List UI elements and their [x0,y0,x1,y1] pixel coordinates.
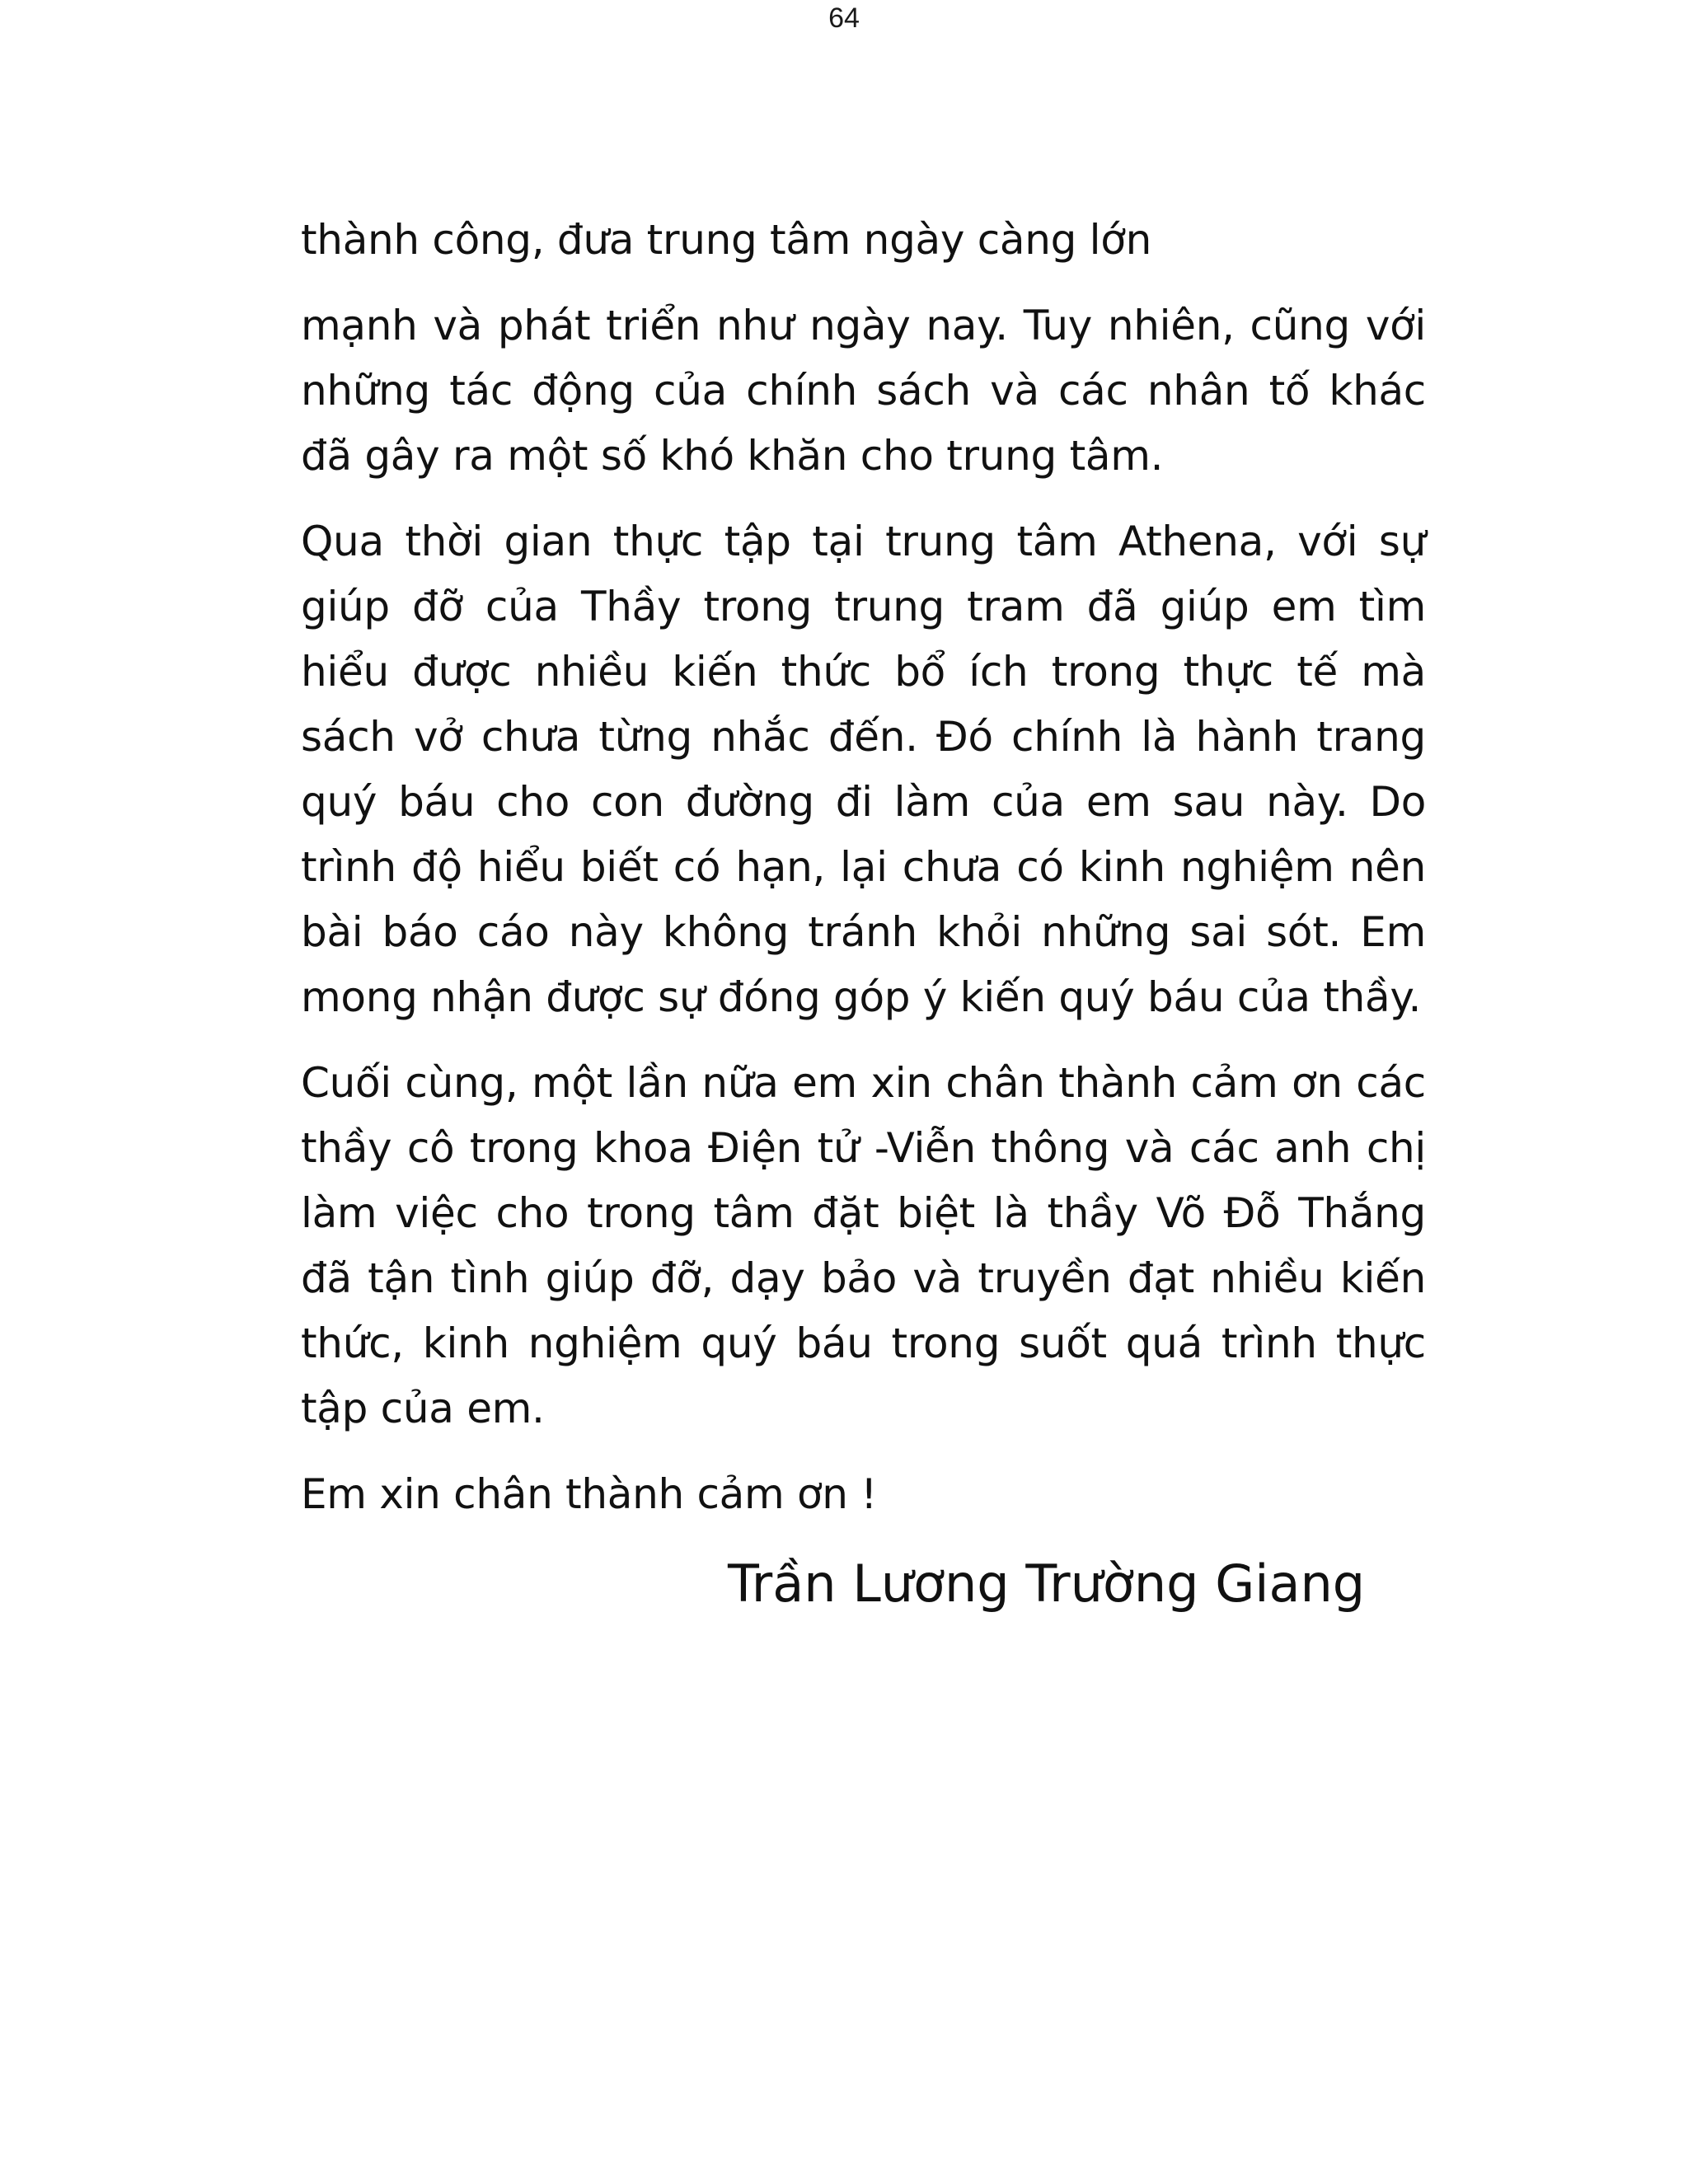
paragraph-challenges: mạnh và phát triển như ngày nay. Tuy nhiên, cũng với những tác động của chính sách và các nhân tố khác đã gây ra một số khó khăn cho trung tâm. [301,302,1426,480]
paragraph-internship: Qua thời gian thực tập tại trung tâm Athena, với sự giúp đỡ của Thầy trong trung tram đã giúp em tìm hiểu được nhiều kiến thức bổ ích trong thực tế mà sách vở chưa từng nhắc đến. Đó chính là hành trang quý báu cho con đường đi làm của em sau này. Do trình độ hiểu biết có hạn, lại chưa có kinh nghiệm nên bài báo cáo này không tránh khỏi những sai sót. Em mong nhận được sự đóng góp ý kiến quý báu của thầy. [301,518,1426,1021]
author-signature-name: Trần Lương Trường Giang [728,1554,1366,1614]
document-body [301,208,1426,1527]
paragraph-continuation: thành công, đưa trung tâm ngày càng lớn [301,216,1151,264]
paragraph-thanks: Em xin chân thành cảm ơn ! [301,1470,878,1518]
paragraph-acknowledgement: Cuối cùng, một lần nữa em xin chân thành cảm ơn các thầy cô trong khoa Điện tử -Viễn thông và các anh chị làm việc cho trong tâm đặt biệt là thầy Võ Đỗ Thắng đã tận tình giúp đỡ, dạy bảo và truyền đạt nhiều kiến thức, kinh nghiệm quý báu trong suốt quá trình thực tập của em. [301,1059,1426,1432]
page-number: 64 [828,2,860,34]
